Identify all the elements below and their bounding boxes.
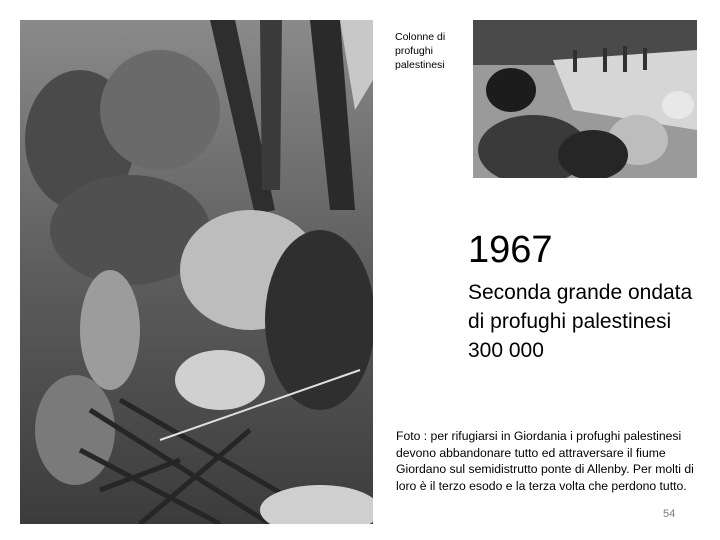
year-heading: 1967 bbox=[468, 229, 553, 271]
photo-description: Foto : per rifugiarsi in Giordania i profughi palestinesi devono abbandonare tutto ed attraversare il fiume Giordano sul semidistrutto ponte di Allenby. Per molti di loro è il terzo esodo e la terza volta che perdono tutto. bbox=[396, 429, 694, 493]
slide-subtitle: Seconda grande ondata di profughi palestinesi 300 000 bbox=[468, 281, 693, 362]
small-photo-caption: Colonne di profughi palestinesi bbox=[395, 31, 446, 71]
refugees-bridge-photo bbox=[20, 20, 373, 524]
page-number: 54 bbox=[663, 508, 676, 520]
refugee-column-photo bbox=[473, 20, 697, 178]
